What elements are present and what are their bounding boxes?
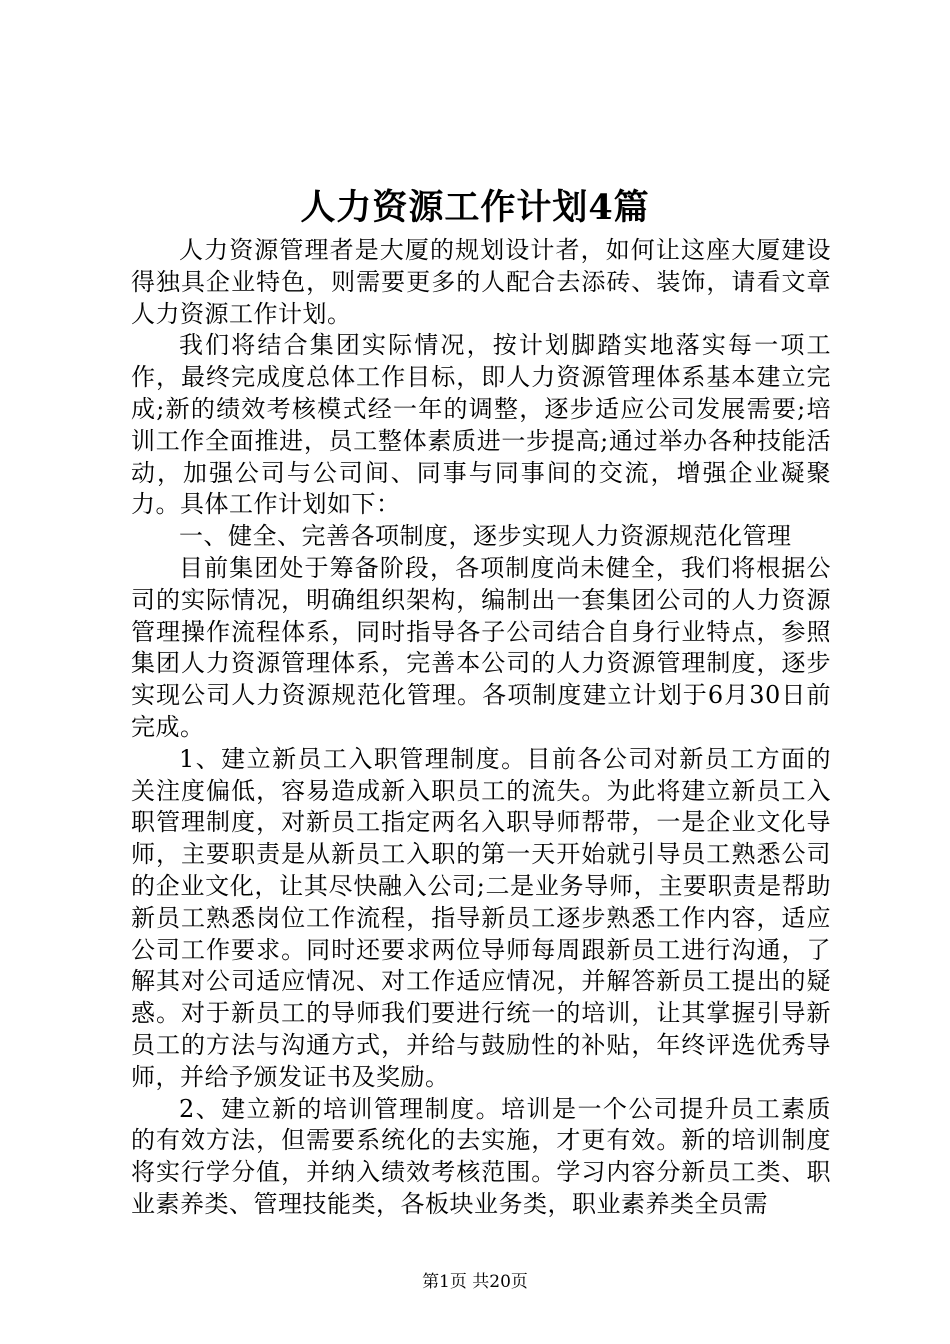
page-footer: 第1页 共20页	[422, 1272, 528, 1292]
paragraph-item-2: 2、建立新的培训管理制度。培训是一个公司提升员工素质的有效方法，但需要系统化的去实施，才更有效。新的培训制度将实行学分值，并纳入绩效考核范围。学习内容分新员工类、职业素养类、管理技能类，各板块业务类，职业素养类全员需	[131, 1094, 831, 1218]
paragraph-intro: 人力资源管理者是大厦的规划设计者，如何让这座大厦建设得独具企业特色，则需要更多的人配合去添砖、装饰，请看文章人力资源工作计划。	[131, 236, 831, 328]
document-title: 人力资源工作计划4篇	[300, 187, 650, 228]
document-body	[131, 235, 831, 1221]
paragraph-overview: 我们将结合集团实际情况，按计划脚踏实地落实每一项工作，最终完成度总体工作目标，即人力资源管理体系基本建立完成;新的绩效考核模式经一年的调整，逐步适应公司发展需要;培训工作全面推进，员工整体素质进一步提高;通过举办各种技能活动，加强公司与公司间、同事与同事间的交流，增强企业凝聚力。具体工作计划如下：	[131, 331, 831, 519]
paragraph-section-1: 目前集团处于筹备阶段，各项制度尚未健全，我们将根据公司的实际情况，明确组织架构，编制出一套集团公司的人力资源管理操作流程体系，同时指导各子公司结合自身行业特点，参照集团人力资源管理体系，完善本公司的人力资源管理制度，逐步实现公司人力资源规范化管理。各项制度建立计划于6月30日前完成。	[131, 553, 831, 741]
paragraph-item-1: 1、建立新员工入职管理制度。目前各公司对新员工方面的关注度偏低，容易造成新入职员工的流失。为此将建立新员工入职管理制度，对新员工指定两名入职导师帮带，一是企业文化导师，主要职责是从新员工入职的第一天开始就引导员工熟悉公司的企业文化，让其尽快融入公司;二是业务导师，主要职责是帮助新员工熟悉岗位工作流程，指导新员工逐步熟悉工作内容，适应公司工作要求。同时还要求两位导师每周跟新员工进行沟通，了解其对公司适应情况、对工作适应情况，并解答新员工提出的疑惑。对于新员工的导师我们要进行统一的培训，让其掌握引导新员工的方法与沟通方式，并给与鼓励性的补贴，年终评选优秀导师，并给予颁发证书及奖励。	[131, 744, 831, 1091]
section-heading-1: 一、健全、完善各项制度，逐步实现人力资源规范化管理	[179, 522, 792, 551]
